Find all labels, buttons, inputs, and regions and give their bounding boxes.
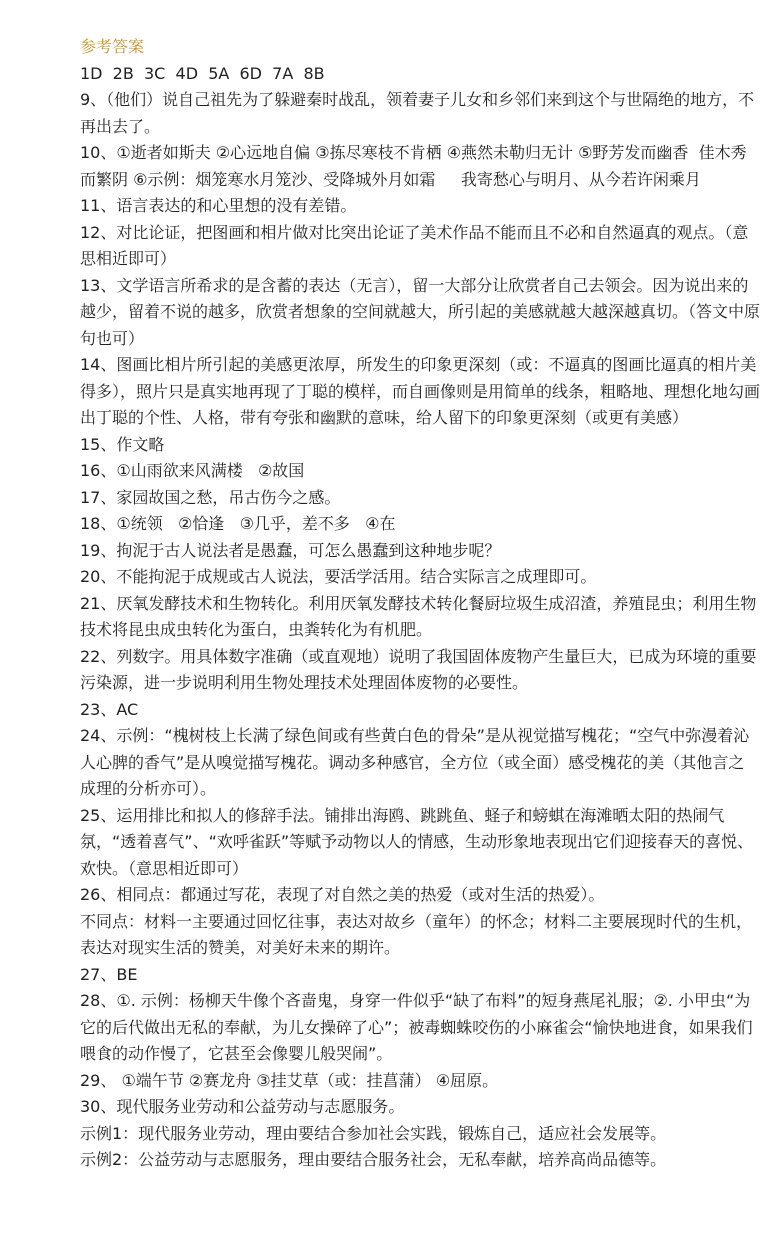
answer-line: 26、相同点：都通过写花，表现了对自然之美的热爱（或对生活的热爱）。 [80,885,605,904]
answer-line: 11、语言表达的和心里想的没有差错。 [80,196,357,215]
answer-line: 9、（他们）说自己祖先为了躲避秦时战乱，领着妻子儿女和乡邻们来到这个与世隔绝的地方，不再出去了。 [80,90,755,136]
answer-line: 20、不能拘泥于成规或古人说法，要活学活用。结合实际言之成理即可。 [80,567,597,586]
answer-line: 14、图画比相片所引起的美感更浓厚，所发生的印象更深刻（或：不逼真的图画比逼真的相片美得多），照片只是真实地再现了丁聪的模样，而自画像则是用简单的线条，粗略地、理想化地勾画出丁聪的个性、人格，带有夸张和幽默的意味，给人留下的印象更深刻（或更有美感） [80,355,761,427]
answer-line: 示例2：公益劳动与志愿服务，理由要结合服务社会，无私奉献，培养高尚品德等。 [80,1150,667,1169]
answer-line: 16、①山雨欲来风满楼 ②故国 [80,461,305,480]
answer-line: 不同点：材料一主要通过回忆往事，表达对故乡（童年）的怀念；材料二主要展现时代的生机，表达对现实生活的赞美，对美好未来的期许。 [80,911,753,957]
answer-line: 1D 2B 3C 4D 5A 6D 7A 8B [80,63,325,83]
answer-document [80,34,760,1174]
answer-line: 24、示例：“槐树枝上长满了绿色间或有些黄白色的骨朵”是从视觉描写槐花；“空气中弥漫着沁人心脾的香气”是从嗅觉描写槐花。调动多种感官，全方位（或全面）感受槐花的美（其他言之成理的分析亦可）。 [80,726,750,798]
answer-line: 12、对比论证，把图画和相片做对比突出论证了美术作品不能而且不必和自然逼真的观点。（意思相近即可） [80,222,749,268]
answer-line: 18、①统领 ②恰逢 ③几乎，差不多 ④在 [80,514,396,533]
answer-line: 15、作文略 [80,434,165,454]
answer-line: 示例1：现代服务业劳动，理由要结合参加社会实践，锻炼自己，适应社会发展等。 [80,1123,667,1143]
answer-line: 28、①. 示例：杨柳天牛像个吝啬鬼，身穿一件似乎“缺了布料”的短身燕尾礼服；②. 小甲虫“为它的后代做出无私的奉献，为儿女操碎了心”；被毒蜘蛛咬伤的小麻雀会“愉快地进食，如果我们喂食的动作慢了，它甚至会像婴儿般哭闹”。 [80,991,753,1063]
answer-line: 19、拘泥于古人说法者是愚蠢，可怎么愚蠢到这种地步呢？ [80,540,501,560]
answer-line: 13、文学语言所希求的是含蓄的表达（无言），留一大部分让欣赏者自己去领会。因为说出来的越少，留着不说的越多，欣赏者想象的空间就越大，所引起的美感就越大越深越真切。（答文中原句也可） [80,275,761,348]
answer-line: 10、①逝者如斯夫 ②心远地自偏 ③拣尽寒枝不肯栖 ④燕然未勒归无计 ⑤野芳发而幽香 佳木秀而繁阴 ⑥示例：烟笼寒水月笼沙、受降城外月如霜 我寄愁心与明月、从今若许闲乘月 [80,143,747,189]
answer-line: 21、厌氧发酵技术和生物转化。利用厌氧发酵技术转化餐厨垃圾生成沼渣，养殖昆虫；利用生物技术将昆虫成虫转化为蛋白，虫粪转化为有机肥。 [80,593,757,639]
answer-line: 22、列数字。用具体数字准确（或直观地）说明了我国固体废物产生量巨大，已成为环境的重要污染源，进一步说明利用生物处理技术处理固体废物的必要性。 [80,646,757,692]
answer-line: 25、运用排比和拟人的修辞手法。铺排出海鸥、跳跳鱼、蛏子和螃蜞在海滩晒太阳的热闹气氛，“透着喜气”、“欢呼雀跃”等赋予动物以人的情感，生动形象地表现出它们迎接春天的喜悦、欢快。（意思相近即可） [80,805,754,878]
answer-line: 27、BE [80,964,138,984]
answer-line: 23、AC [80,699,139,719]
answer-line: 17、家园故国之愁，吊古伤今之感。 [80,487,341,507]
answer-line: 30、现代服务业劳动和公益劳动与志愿服务。 [80,1097,405,1116]
answer-line: 29、 ①端午节 ②赛龙舟 ③挂艾草（或：挂菖蒲） ④屈原。 [80,1070,499,1090]
page-title: 参考答案 [80,37,145,56]
